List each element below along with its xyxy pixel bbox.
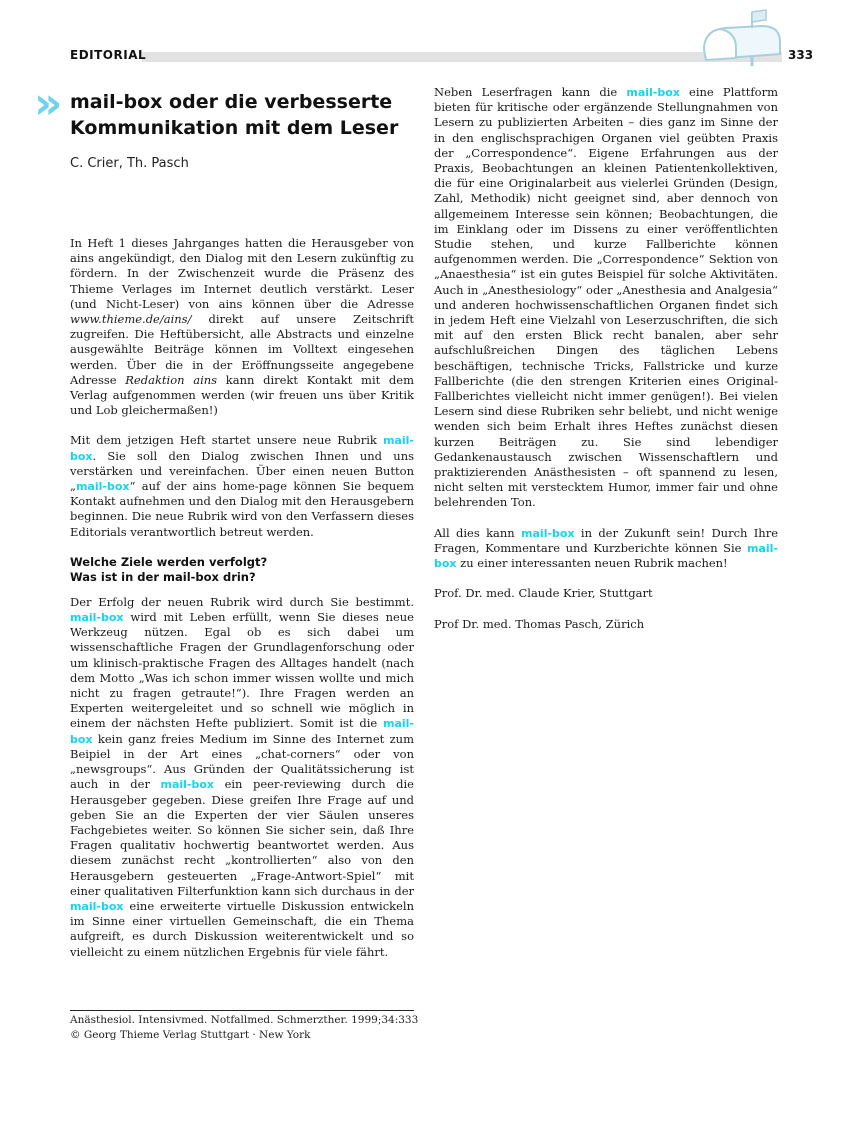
- left-column: [70, 236, 414, 975]
- article-authors: C. Crier, Th. Pasch: [70, 156, 189, 171]
- paragraph-rubrik: [70, 433, 414, 539]
- text-run: . Sie soll den Dialog zwischen Ihnen und uns verstärken und vereinfachen. Über einen neuen Button „: [70, 448, 414, 494]
- text-run: Mit dem jetzigen Heft startet unsere neue Rubrik: [70, 433, 383, 448]
- signature-pasch: Prof Dr. med. Thomas Pasch, Zürich: [434, 616, 645, 631]
- section-label: EDITORIAL: [70, 48, 147, 62]
- section-subheading: [70, 555, 414, 585]
- footer-copyright: © Georg Thieme Verlag Stuttgart · New York: [70, 1029, 311, 1041]
- website-url: www.thieme.de/ains/: [70, 312, 192, 327]
- text-run: All dies kann: [434, 525, 522, 540]
- text-run: In Heft 1 dieses Jahrganges hatten die Herausgeber von ains angekündigt, den Dialog mit den Lesern zukünftig zu fördern. In der Zwischenzeit wurde die Präsenz des Thieme Verlages im Internet deutlich verstärkt. Leser (und Nicht-Leser) von ains können über die Adresse: [70, 236, 414, 311]
- mail-box-mark: mail-box: [160, 778, 215, 792]
- text-run: kein ganz freies Medium im Sinne des Internet zum Beipiel in der Art eines „chat-corners“ oder von „newsgroups“. Aus Gründen der Qualitätssicherung ist auch in der: [70, 731, 414, 792]
- text-run: Neben Leserfragen kann die: [434, 85, 627, 99]
- mail-box-mark: mail-box: [521, 526, 575, 540]
- paragraph-correspondence: [434, 85, 778, 511]
- mail-box-mark: mail-box: [70, 611, 124, 625]
- text-run: eine erweiterte virtuelle Diskussion entwickeln im Sinne einer virtuellen Gemeinschaft, die ein Thema aufgreift, es durch Diskussion weiterentwickelt und so vielleicht zu einem nützlichen Ergebnis für viele fährt.: [70, 898, 414, 959]
- paragraph-goals: [70, 595, 414, 960]
- page-number: 333: [788, 48, 814, 62]
- mail-box-mark: mail-box: [70, 717, 414, 746]
- text-run: Der Erfolg der neuen Rubrik wird durch Sie bestimmt.: [70, 594, 414, 609]
- subheading-line-1: Welche Ziele werden verfolgt?: [70, 554, 268, 569]
- quote-mark: »: [34, 78, 59, 129]
- article-title: mail-box oder die verbesserte Kommunikation mit dem Leser: [70, 91, 399, 139]
- text-run: wird mit Leben erfüllt, wenn Sie dieses neue Werkzeug nützen. Egal ob es sich dabei um wissenschaftliche Fragen der Grundlagenforschung oder um klinisch-praktische Fragen des Alltages handelt (nach dem Motto „Was ich schon immer wissen wollte und mich nicht zu fragen getraute!“). Ihre Fragen werden an Experten weitergeleitet und so schnell wie möglich in einem der nächsten Hefte publiziert. Somit ist die: [70, 610, 414, 731]
- mail-box-mark: mail-box: [70, 899, 124, 913]
- mail-box-mark: mail-box: [70, 434, 414, 463]
- signature-krier: Prof. Dr. med. Claude Krier, Stuttgart: [434, 586, 653, 601]
- text-run: zu einer interessanten neuen Rubrik machen!: [456, 556, 728, 571]
- text-run: direkt auf unsere Zeitschrift zugreifen. Die Heftübersicht, alle Abstracts und einzelne ausgewählte Beiträge können im Volltext eingesehen werden. Über die in der Eröffnungsseite angegebene Adresse: [70, 312, 414, 387]
- footer-rule: [70, 1010, 414, 1011]
- mail-box-mark: mail-box: [626, 86, 680, 99]
- footer-citation: Anästhesiol. Intensivmed. Notfallmed. Schmerzther. 1999;34:333: [70, 1014, 419, 1026]
- text-run: eine Plattform bieten für kritische oder ergänzende Stellungnahmen von Lesern zu publizierten Arbeiten – dies ganz im Sinne der in den englischsprachigen Organen viel geübten Praxis der „Correspondence“. Eigene Erfahrungen aus der Praxis, Beobachtungen an kleinen Patientenkollektiven, die für eine Originalarbeit aus vielerlei Gründen (Design, Zahl, Methodik) nicht geeignet sind, aber dennoch von allgemeinem Interesse sein können; Beobachtungen, die im Einklang oder im Dissens zu einer veröffentlichten Studie stehen, und kurze Fallberichte können aufgenommen werden. Die „Correspondence“ Sektion von „Anaesthesia“ ist ein gutes Beispiel für solche Aktivitäten. Auch in „Anesthesiology“ oder „Anesthesia and Analgesia“ und anderen hochwissenschaftlichen Organen findet sich in jedem Heft eine Vielzahl von Leserzuschriften, die sich mit auf den ersten Blick recht banalen, aber sehr aufschlußreichen Dingen des täglichen Lebens beschäftigen, technische Tricks, Fallstricke und kurze Fallberichte (die den strengen Kriterien eines Original-Fallberichtes vielleicht nicht immer genügen!). Bei vielen Lesern sind diese Rubriken sehr beliebt, und nicht wenige wenden sich beim Erhalt ihres Heftes zunächst diesen kurzen Beiträgen zu. Sie sind lebendiger Gedankenaustausch zwischen Wissenschaftlern und praktizierenden Anästhesisten – oft spannend zu lesen, nicht selten mit verstecktem Humor, immer fair und ohne belehrenden Ton.: [434, 85, 778, 510]
- right-column: [434, 85, 778, 647]
- paragraph-closing: [434, 526, 778, 572]
- text-run: in der Zukunft sein! Durch Ihre Fragen, Kommentare und Kurzberichte können Sie: [434, 525, 779, 555]
- text-run: kann direkt Kontakt mit dem Verlag aufgenommen werden (wir freuen uns über Kritik und Lob gleichermaßen!): [70, 372, 415, 418]
- mailbox-icon: [700, 8, 784, 66]
- redaktion-ains: Redaktion ains: [125, 372, 218, 387]
- subheading-line-2: Was ist in der mail-box drin?: [70, 569, 256, 584]
- text-run: “ auf der ains home-page können Sie bequem Kontakt aufnehmen und den Dialog mit den Herausgebern beginnen. Die neue Rubrik wird von den Verfassern dieses Editorials verantwortlich betreut werden.: [70, 479, 414, 539]
- text-run: ein peer-reviewing durch die Herausgeber gegeben. Diese greifen Ihre Frage auf und geben Sie an die Experten der vier Säulen unseres Fachgebietes weiter. So können Sie sicher sein, daß Ihre Fragen qualitativ hochwertig beantwortet werden. Aus diesem zunächst recht „kontrollierten“ also von den Herausgebern gesteuerten „Frage-Antwort-Spiel“ mit einer qualitativen Filterfunktion kann sich durchaus in der: [70, 777, 414, 898]
- paragraph-intro: [70, 236, 414, 418]
- mail-box-mark: mail-box: [75, 480, 130, 494]
- mail-box-mark: mail-box: [434, 541, 778, 571]
- header-bar: [142, 52, 782, 62]
- footer: [70, 1013, 418, 1043]
